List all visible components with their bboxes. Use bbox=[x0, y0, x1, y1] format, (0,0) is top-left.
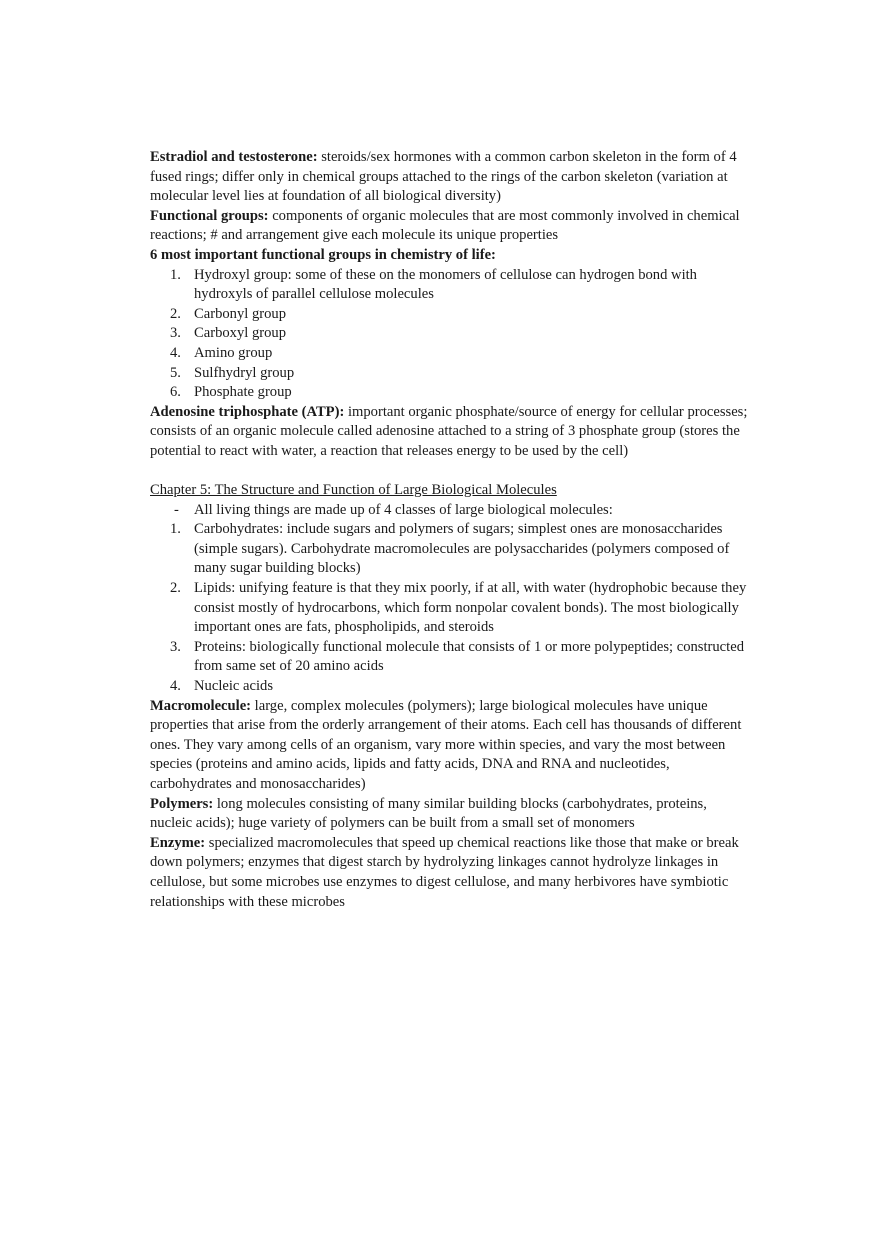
document-page bbox=[150, 148, 750, 912]
definition-atp: important organic phosphate/source of energy for cellular processes; consists of an organic molecule called adenosine attached to a string of 3 phosphate group (stores the potential to react with water, a reaction that releases energy to be used by the cell) bbox=[150, 403, 748, 459]
paragraph-macromolecule bbox=[150, 697, 750, 795]
definition-polymers: long molecules consisting of many similar building blocks (carbohydrates, proteins, nucleic acids); huge variety of polymers can be built from a small set of monomers bbox=[150, 795, 707, 832]
paragraph-functional-groups bbox=[150, 207, 750, 246]
list-molecule-classes bbox=[150, 520, 750, 696]
paragraph-atp bbox=[150, 403, 750, 462]
term-enzyme: Enzyme: bbox=[150, 834, 206, 851]
paragraph-estradiol bbox=[150, 148, 750, 207]
list-functional-groups bbox=[150, 266, 750, 403]
list-item: 3. Carboxyl group bbox=[170, 325, 287, 342]
paragraph-polymers bbox=[150, 795, 750, 834]
list-item: 6. Phosphate group bbox=[170, 384, 292, 401]
heading-six-groups: 6 most important functional groups in chemistry of life: bbox=[150, 246, 496, 263]
list-item: 2. Carbonyl group bbox=[170, 305, 287, 322]
term-macromolecule: Macromolecule: bbox=[150, 697, 252, 714]
list-item: 5. Sulfhydryl group bbox=[170, 364, 295, 381]
list-item: - All living things are made up of 4 classes of large biological molecules: bbox=[174, 501, 613, 518]
list-item: 4. Nucleic acids bbox=[170, 678, 274, 695]
term-atp: Adenosine triphosphate (ATP): bbox=[150, 403, 345, 420]
definition-enzyme: specialized macromolecules that speed up chemical reactions like those that make or break down polymers; enzymes that digest starch by hydrolyzing linkages cannot hydrolyze linkages in cellulose, but some microbes use enzymes to digest cellulose, and many herbivores have symbiotic relationships with these microbes bbox=[150, 834, 739, 910]
list-item: 1. Hydroxyl group: some of these on the monomers of cellulose can hydrogen bond with hydroxyls of parallel cellulose molecules bbox=[170, 266, 697, 303]
list-item: 1. Carbohydrates: include sugars and polymers of sugars; simplest ones are monosaccharides (simple sugars). Carbohydrate macromolecules are polysaccharides (polymers composed of many sugar building blocks) bbox=[170, 521, 730, 577]
definition-estradiol: steroids/sex hormones with a common carbon skeleton in the form of 4 fused rings; differ only in chemical groups attached to the rings of the carbon skeleton (variation at molecular level lies at foundation of all biological diversity) bbox=[150, 149, 737, 205]
paragraph-enzyme bbox=[150, 834, 750, 912]
term-estradiol: Estradiol and testosterone: bbox=[150, 149, 318, 165]
list-item: 2. Lipids: unifying feature is that they mix poorly, if at all, with water (hydrophobic because they consist mostly of hydrocarbons, which form nonpolar covalent bonds). The most biologically important ones are fats, phospholipids, and steroids bbox=[170, 580, 747, 636]
list-item: 3. Proteins: biologically functional molecule that consists of 1 or more polypeptides; constructed from same set of 20 amino acids bbox=[170, 638, 744, 675]
term-polymers: Polymers: bbox=[150, 795, 214, 812]
list-item: 4. Amino group bbox=[170, 344, 273, 361]
definition-macromolecule: large, complex molecules (polymers); large biological molecules have unique properties that arise from the orderly arrangement of their atoms. Each cell has thousands of different ones. They vary among cells of an organism, vary more within species, and vary the most between species (proteins and amino acids, lipids and fatty acids, DNA and RNA and nucleotides, carbohydrates and monosaccharides) bbox=[150, 697, 742, 792]
definition-functional-groups: components of organic molecules that are most commonly involved in chemical reactions; # and arrangement give each molecule its unique properties bbox=[150, 207, 740, 244]
chapter-title: Chapter 5: The Structure and Function of Large Biological Molecules bbox=[150, 482, 557, 499]
blank-line bbox=[150, 462, 750, 482]
term-functional-groups: Functional groups: bbox=[150, 207, 269, 224]
list-dash bbox=[150, 501, 750, 521]
